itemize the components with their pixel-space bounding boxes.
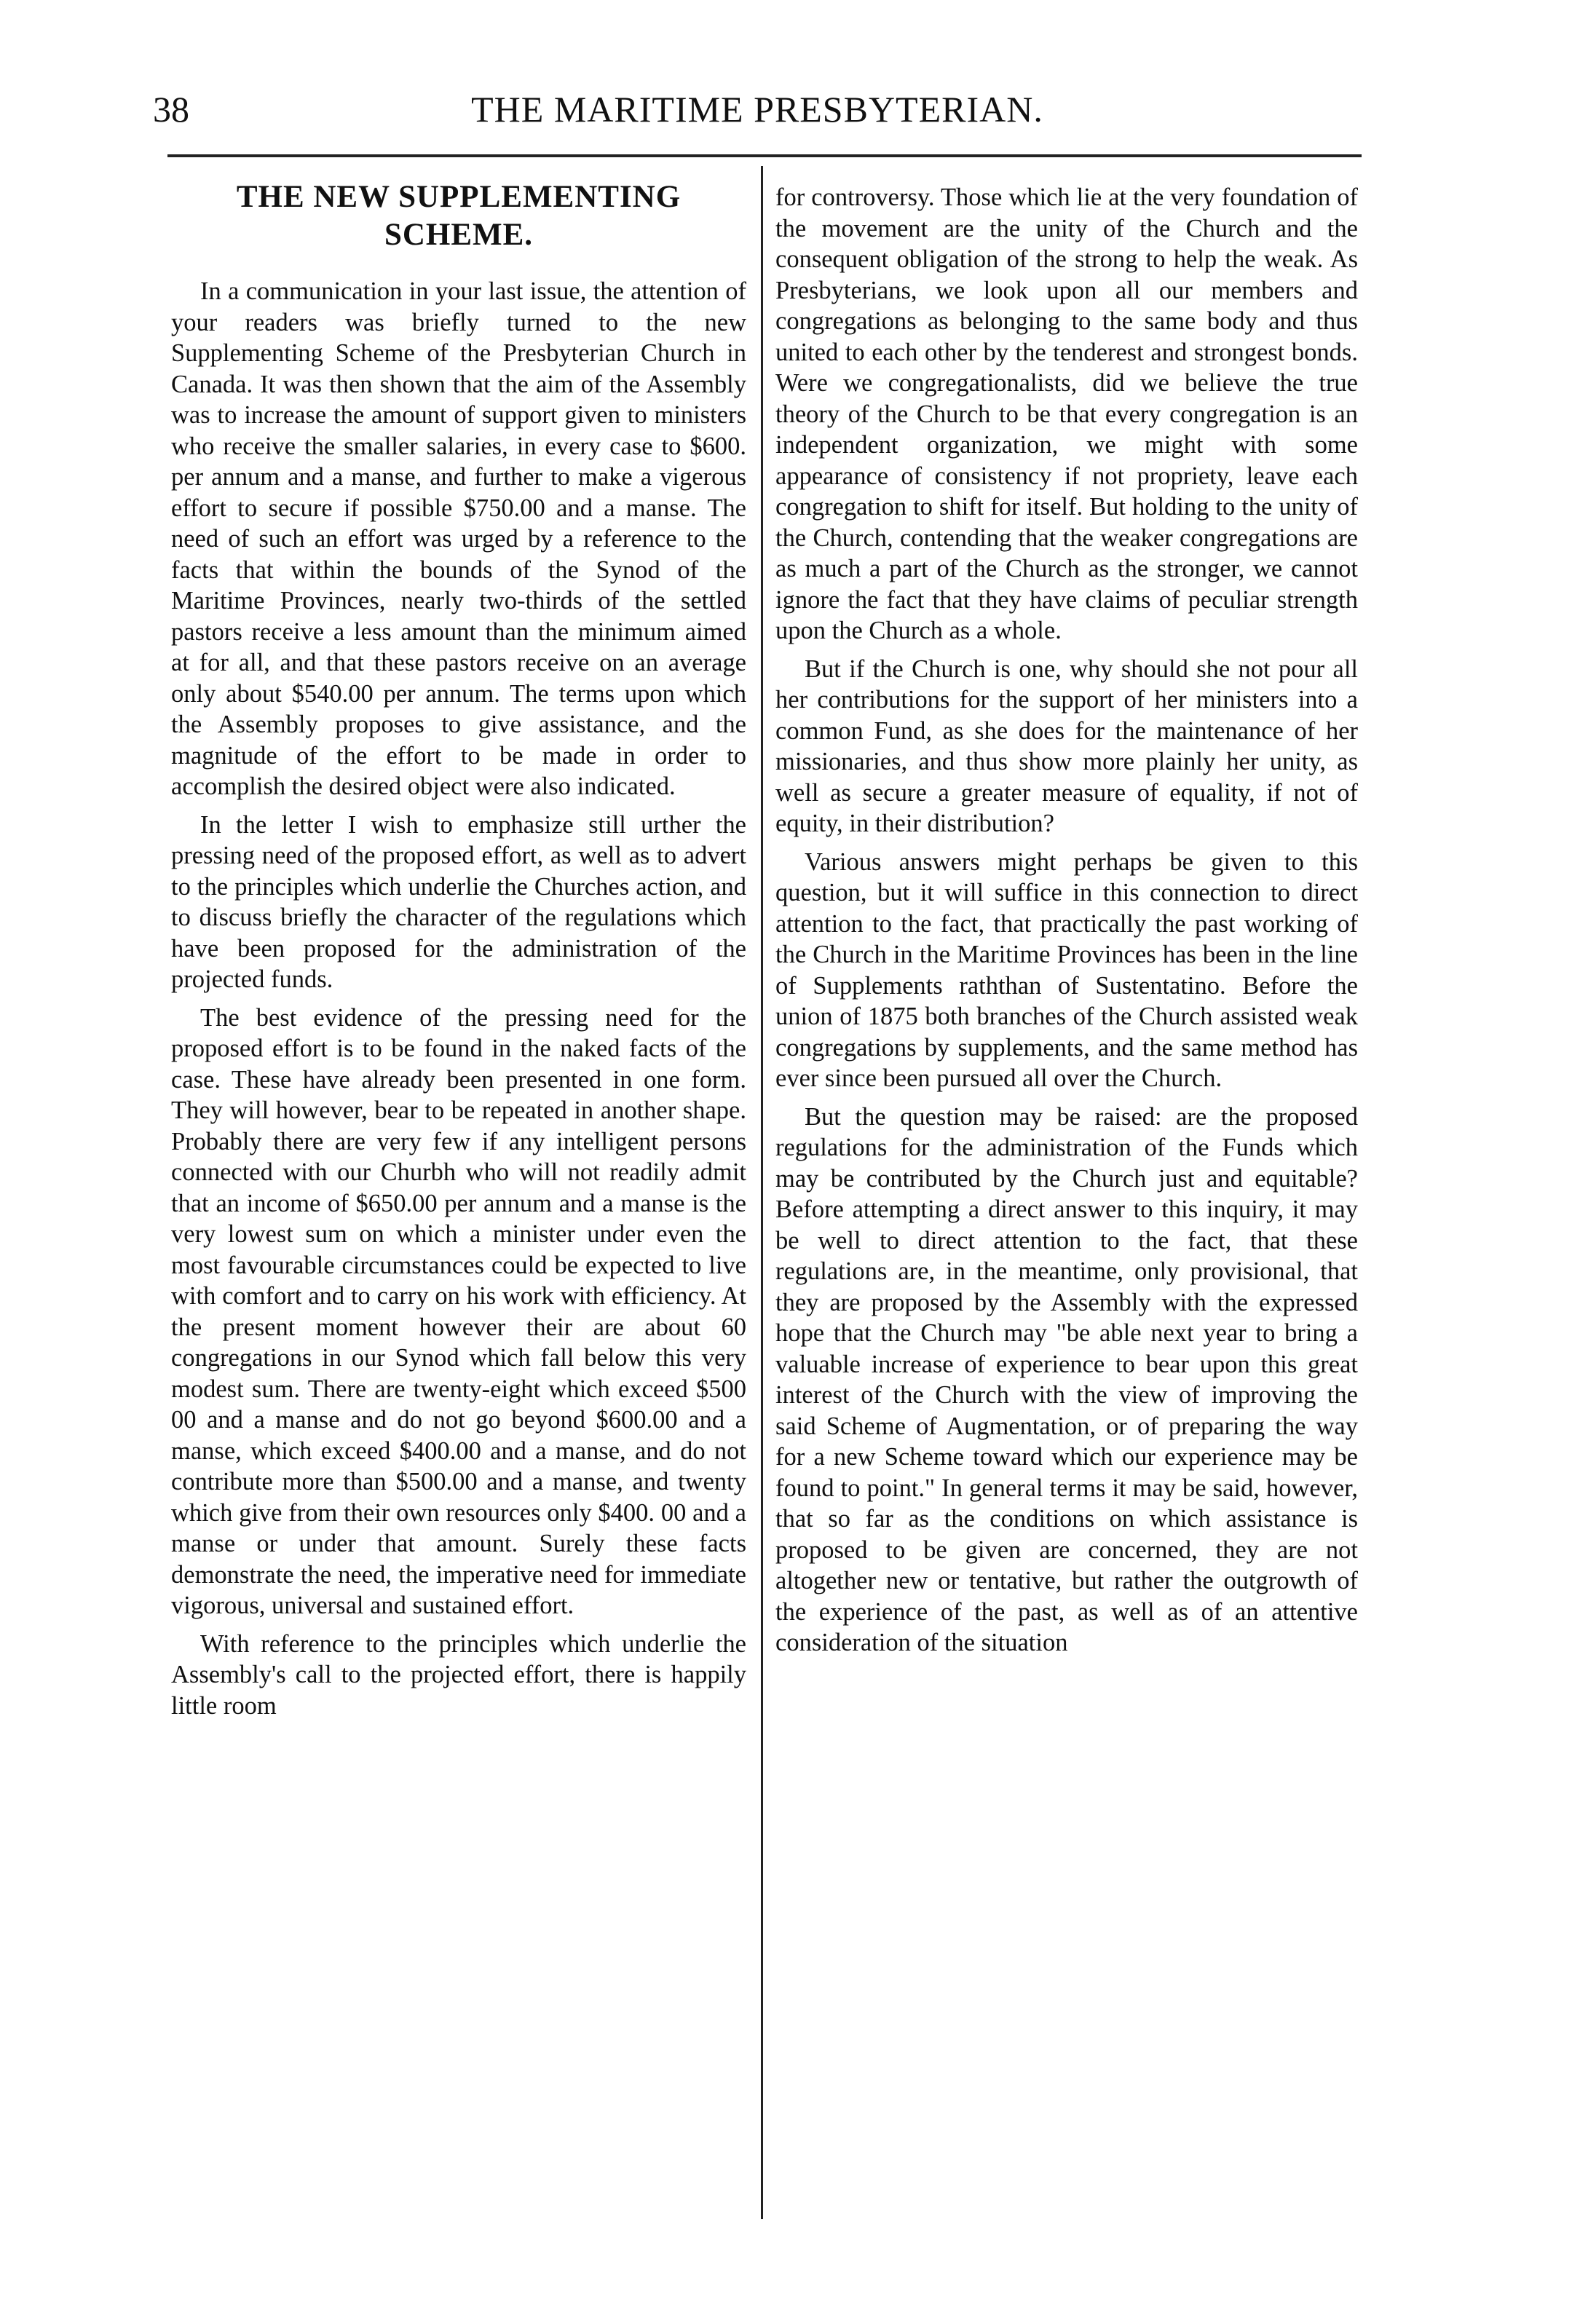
article-title-line-2: SCHEME. xyxy=(384,218,534,252)
left-column xyxy=(171,178,746,1728)
paragraph: In the letter I wish to emphasize still urther the pressing need of the proposed effort, as well as to advert to the principles which underlie the Churches action, and to discuss briefly the character of the regulations which have been proposed for the administration of the projected funds. xyxy=(171,810,746,993)
journal-title: THE MARITIME PRESBYTERIAN. xyxy=(471,89,1043,130)
header-rule xyxy=(167,154,1362,157)
column-divider xyxy=(761,166,763,2219)
paragraph: But if the Church is one, why should she not pour all her contributions for the support of her ministers into a common Fund, as she does for the maintenance of her missionaries, and thus show more plainly her unity, as well as secure a greater measure of equality, if not of equity, in their distribution? xyxy=(775,655,1358,837)
paragraph-continued: for controversy. Those which lie at the very foundation of the movement are the unity of the Church and the consequent obligation of the strong to help the weak. As Presbyterians, we look upon all our members and congregations as belonging to the same body and thus united to each other by the tenderest and strongest bonds. Were we congregationalists, did we believe the true theory of the Church to be that every congregation is an independent organization, we might with some appearance of consistency if not propriety, leave each congregation to shift for itself. But holding to the unity of the Church, contending that the weaker congregations are as much a part of the Church as the stronger, we cannot ignore the fact that they have claims of peculiar strength upon the Church as a whole. xyxy=(775,183,1358,644)
paragraph: With reference to the principles which underlie the Assembly's call to the projected effort, there is happily little room xyxy=(171,1629,746,1720)
paragraph: In a communication in your last issue, the attention of your readers was briefly turned to the new Supplementing Scheme of the Presbyterian Church in Canada. It was then shown that the aim of the Assembly was to increase the amount of support given to ministers who receive the smaller salaries, in every case to $600. per annum and a manse, and further to make a vigerous effort to secure if possible $750.00 and a manse. The need of such an effort was urged by a reference to the facts that within the bounds of the Synod of the Maritime Provinces, nearly two-thirds of the settled pastors receive a less amount than the minimum aimed at for all, and that these pastors receive on an average only about $540.00 per annum. The terms upon which the Assembly proposes to give assistance, and the magnitude of the effort to be made in order to accomplish the desired object were also indicated. xyxy=(171,277,746,800)
article-title-line-1: THE NEW SUPPLEMENTING xyxy=(236,180,682,214)
running-head xyxy=(153,87,1362,138)
paragraph: But the question may be raised: are the proposed regulations for the administration of the Funds which may be contributed by the Church just and equitable? Before attempting a direct answer to this inquiry, it may be well to direct attention to the fact, that these regulations are, in the meantime, only provisional, that they are proposed by the Assembly with the expressed hope that the Church may "be able next year to bring a valuable increase of experience to bear upon this great interest of the Church with the view of improving the said Scheme of Augmentation, or of preparing the way for a new Scheme toward which our experience may be found to point." In general terms it may be said, however, that so far as the conditions on which assistance is proposed to be given are concerned, they are not altogether new or tentative, but rather the outgrowth of the experience of the past, as well as of an attentive consideration of the situation xyxy=(775,1102,1358,1656)
article-title xyxy=(171,178,746,254)
page-number: 38 xyxy=(153,89,189,130)
paragraph: The best evidence of the pressing need for the proposed effort is to be found in the naked facts of the case. These have already been presented in one form. They will however, bear to be repeated in another shape. Probably there are very few if any intelligent persons connected with our Churbh who will not readily admit that an income of $650.00 per annum and a manse is the very lowest sum on which a minister under even the most favourable circumstances could be expected to live with comfort and to carry on his work with efficiency. At the present moment however their are about 60 congregations in our Synod which fall below this very modest sum. There are twenty-eight which exceed $500 00 and a manse and do not go beyond $600.00 and a manse, which exceed $400.00 and a manse, and do not contribute more than $500.00 and a manse, and twenty which give from their own resources only $400. 00 and a manse or under that amount. Surely these facts demonstrate the need, the imperative need for immediate vigorous, universal and sustained effort. xyxy=(171,1003,746,1619)
right-column xyxy=(775,182,1358,1666)
paragraph: Various answers might perhaps be given to this question, but it will suffice in this connection to direct attention to the fact, that practically the past working of the Church in the Maritime Provinces has been in the line of Supplements raththan of Sustentatino. Before the union of 1875 both branches of the Church assisted weak congregations by supplements, and the same method has ever since been pursued all over the Church. xyxy=(775,847,1358,1092)
